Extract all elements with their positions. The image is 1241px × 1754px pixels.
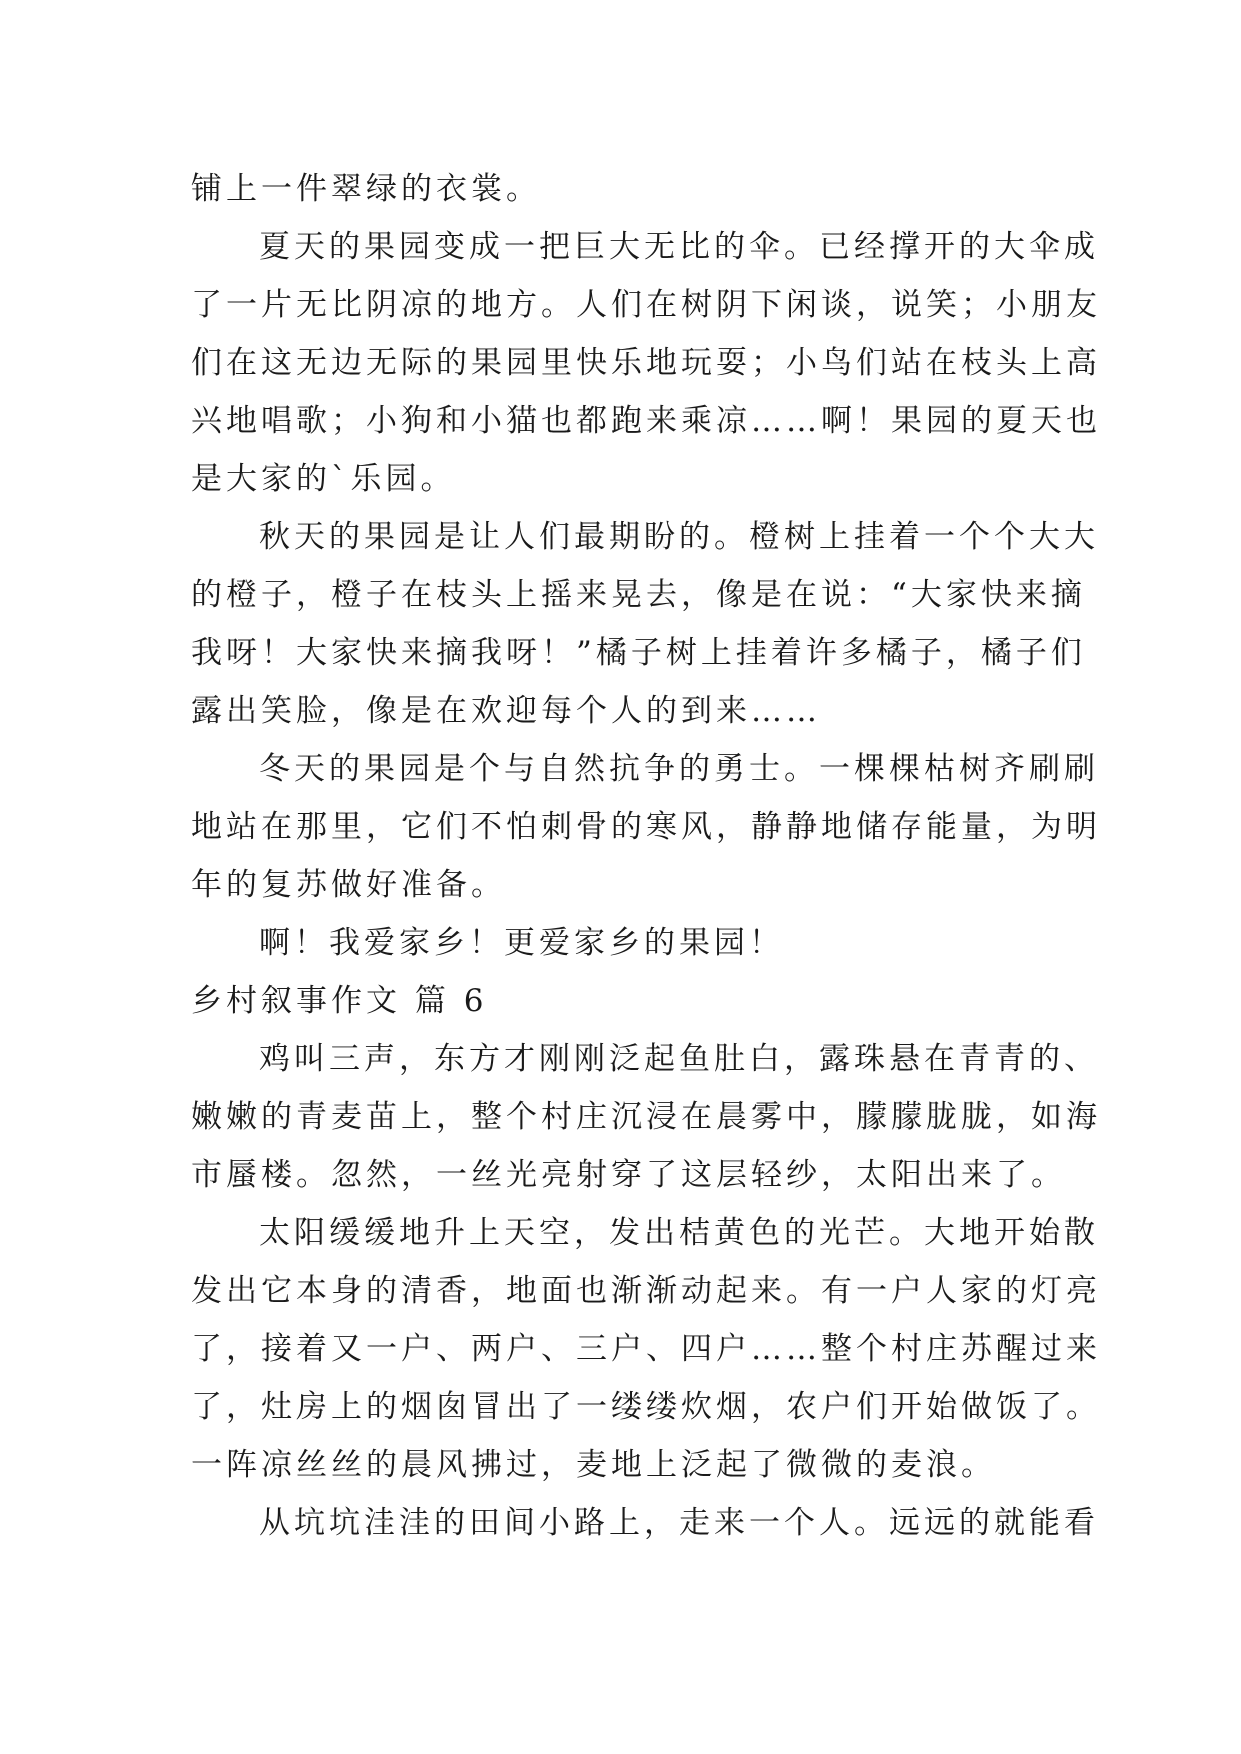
text-line: 乡村叙事作文 篇 6 — [191, 983, 488, 1019]
text-line: 地站在那里，它们不怕刺骨的寒风，静静地储存能量，为明 — [191, 809, 1101, 845]
text-line: 们在这无边无际的果园里快乐地玩耍；小鸟们站在枝头上高 — [191, 345, 1101, 381]
text-line: 冬天的果园是个与自然抗争的勇士。一棵棵枯树齐刷刷 — [259, 751, 1099, 787]
text-line: 露出笑脸，像是在欢迎每个人的到来…… — [191, 693, 821, 729]
text-line: 发出它本身的清香，地面也渐渐动起来。有一户人家的灯亮 — [191, 1273, 1101, 1309]
text-line: 我呀！大家快来摘我呀！”橘子树上挂着许多橘子，橘子们 — [191, 635, 1086, 671]
text-line: 太阳缓缓地升上天空，发出桔黄色的光芒。大地开始散 — [259, 1215, 1099, 1251]
text-line: 年的复苏做好准备。 — [191, 867, 506, 903]
text-line: 兴地唱歌；小狗和小猫也都跑来乘凉……啊！果园的夏天也 — [191, 403, 1101, 439]
text-line: 铺上一件翠绿的衣裳。 — [191, 171, 541, 207]
text-line: 夏天的果园变成一把巨大无比的伞。已经撑开的大伞成 — [259, 229, 1099, 265]
text-line: 嫩嫩的青麦苗上，整个村庄沉浸在晨雾中，朦朦胧胧，如海 — [191, 1099, 1101, 1135]
text-line: 了，接着又一户、两户、三户、四户……整个村庄苏醒过来 — [191, 1331, 1101, 1367]
document-body — [191, 160, 1101, 1552]
text-line: 啊！我爱家乡！更爱家乡的果园！ — [259, 925, 784, 961]
text-line: 是大家的`乐园。 — [191, 461, 456, 497]
text-line: 一阵凉丝丝的晨风拂过，麦地上泛起了微微的麦浪。 — [191, 1447, 996, 1483]
text-line: 市蜃楼。忽然，一丝光亮射穿了这层轻纱，太阳出来了。 — [191, 1157, 1066, 1193]
text-line: 从坑坑洼洼的田间小路上，走来一个人。远远的就能看 — [259, 1505, 1099, 1541]
text-line: 秋天的果园是让人们最期盼的。橙树上挂着一个个大大 — [259, 519, 1099, 555]
text-line: 的橙子，橙子在枝头上摇来晃去，像是在说：“大家快来摘 — [191, 577, 1086, 613]
text-line: 了一片无比阴凉的地方。人们在树阴下闲谈，说笑；小朋友 — [191, 287, 1101, 323]
text-line: 了，灶房上的烟囱冒出了一缕缕炊烟，农户们开始做饭了。 — [191, 1389, 1101, 1425]
text-line: 鸡叫三声，东方才刚刚泛起鱼肚白，露珠悬在青青的、 — [259, 1041, 1099, 1077]
